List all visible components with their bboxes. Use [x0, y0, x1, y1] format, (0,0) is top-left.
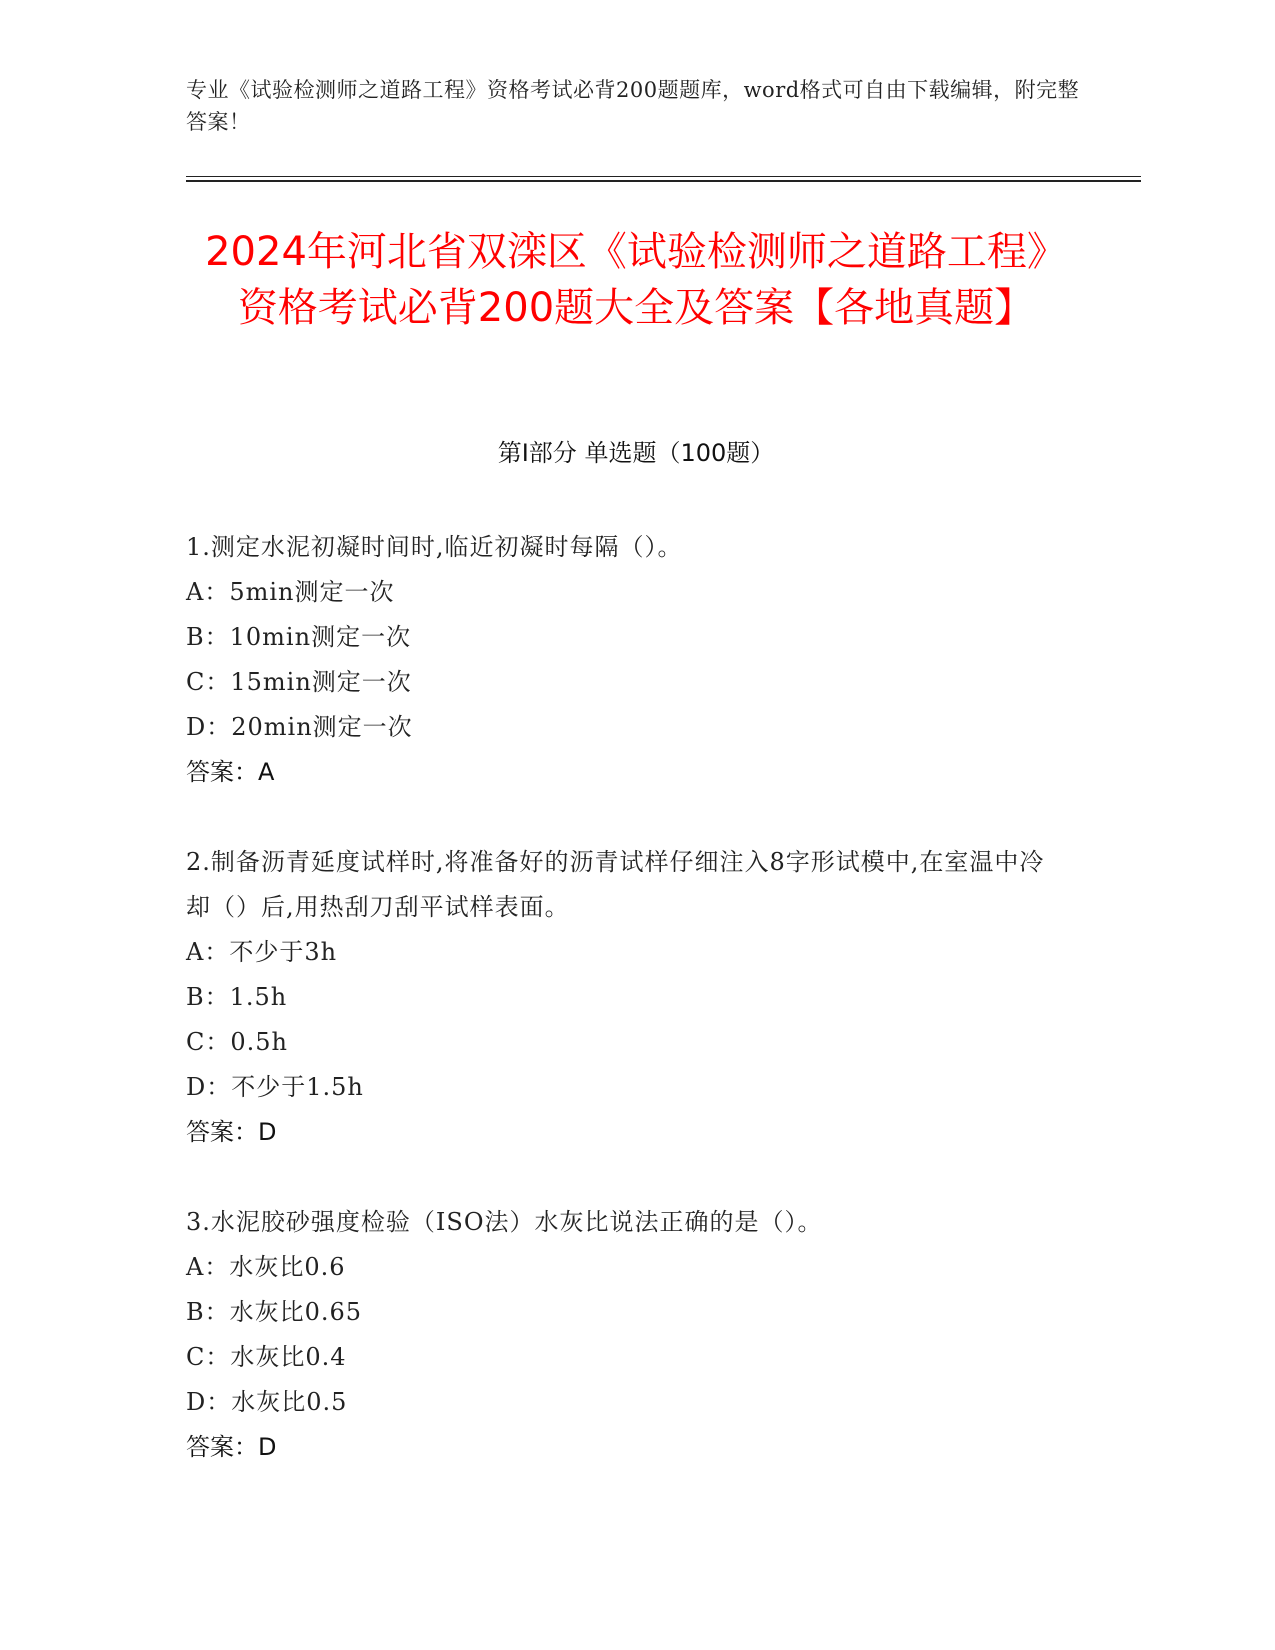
- question-stem: 2.制备沥青延度试样时,将准备好的沥青试样仔细注入8字形试模中,在室温中冷却（）后,用热刮刀刮平试样表面。: [186, 848, 1045, 921]
- option-b: B：水灰比0.65: [186, 1298, 363, 1326]
- question-item: [186, 1200, 1066, 1470]
- option-d: D：不少于1.5h: [186, 1073, 364, 1101]
- answer: 答案：A: [186, 758, 275, 786]
- question-item: [186, 525, 1066, 795]
- section-heading: 第I部分 单选题（100题）: [497, 439, 775, 467]
- header-divider-thick: [186, 180, 1141, 182]
- option-a: A：水灰比0.6: [186, 1253, 346, 1281]
- answer: 答案：D: [186, 1433, 277, 1461]
- header-note: 专业《试验检测师之道路工程》资格考试必背200题题库，word格式可自由下载编辑，附完整答案！: [186, 78, 1080, 134]
- option-d: D：水灰比0.5: [186, 1388, 348, 1416]
- question-list: [186, 525, 1066, 1515]
- answer: 答案：D: [186, 1118, 277, 1146]
- option-d: D：20min测定一次: [186, 713, 413, 741]
- question-stem: 1.测定水泥初凝时间时,临近初凝时每隔（）。: [186, 533, 683, 561]
- header-divider-thin: [186, 176, 1141, 177]
- option-c: C：0.5h: [186, 1028, 288, 1056]
- option-a: A：不少于3h: [186, 938, 338, 966]
- option-b: B：1.5h: [186, 983, 288, 1011]
- question-stem: 3.水泥胶砂强度检验（ISO法）水灰比说法正确的是（）。: [186, 1208, 823, 1236]
- option-c: C：15min测定一次: [186, 668, 412, 696]
- question-item: [186, 840, 1066, 1155]
- option-a: A：5min测定一次: [186, 578, 395, 606]
- option-c: C：水灰比0.4: [186, 1343, 347, 1371]
- document-title: 2024年河北省双滦区《试验检测师之道路工程》资格考试必背200题大全及答案【各地真题】: [205, 229, 1067, 331]
- option-b: B：10min测定一次: [186, 623, 412, 651]
